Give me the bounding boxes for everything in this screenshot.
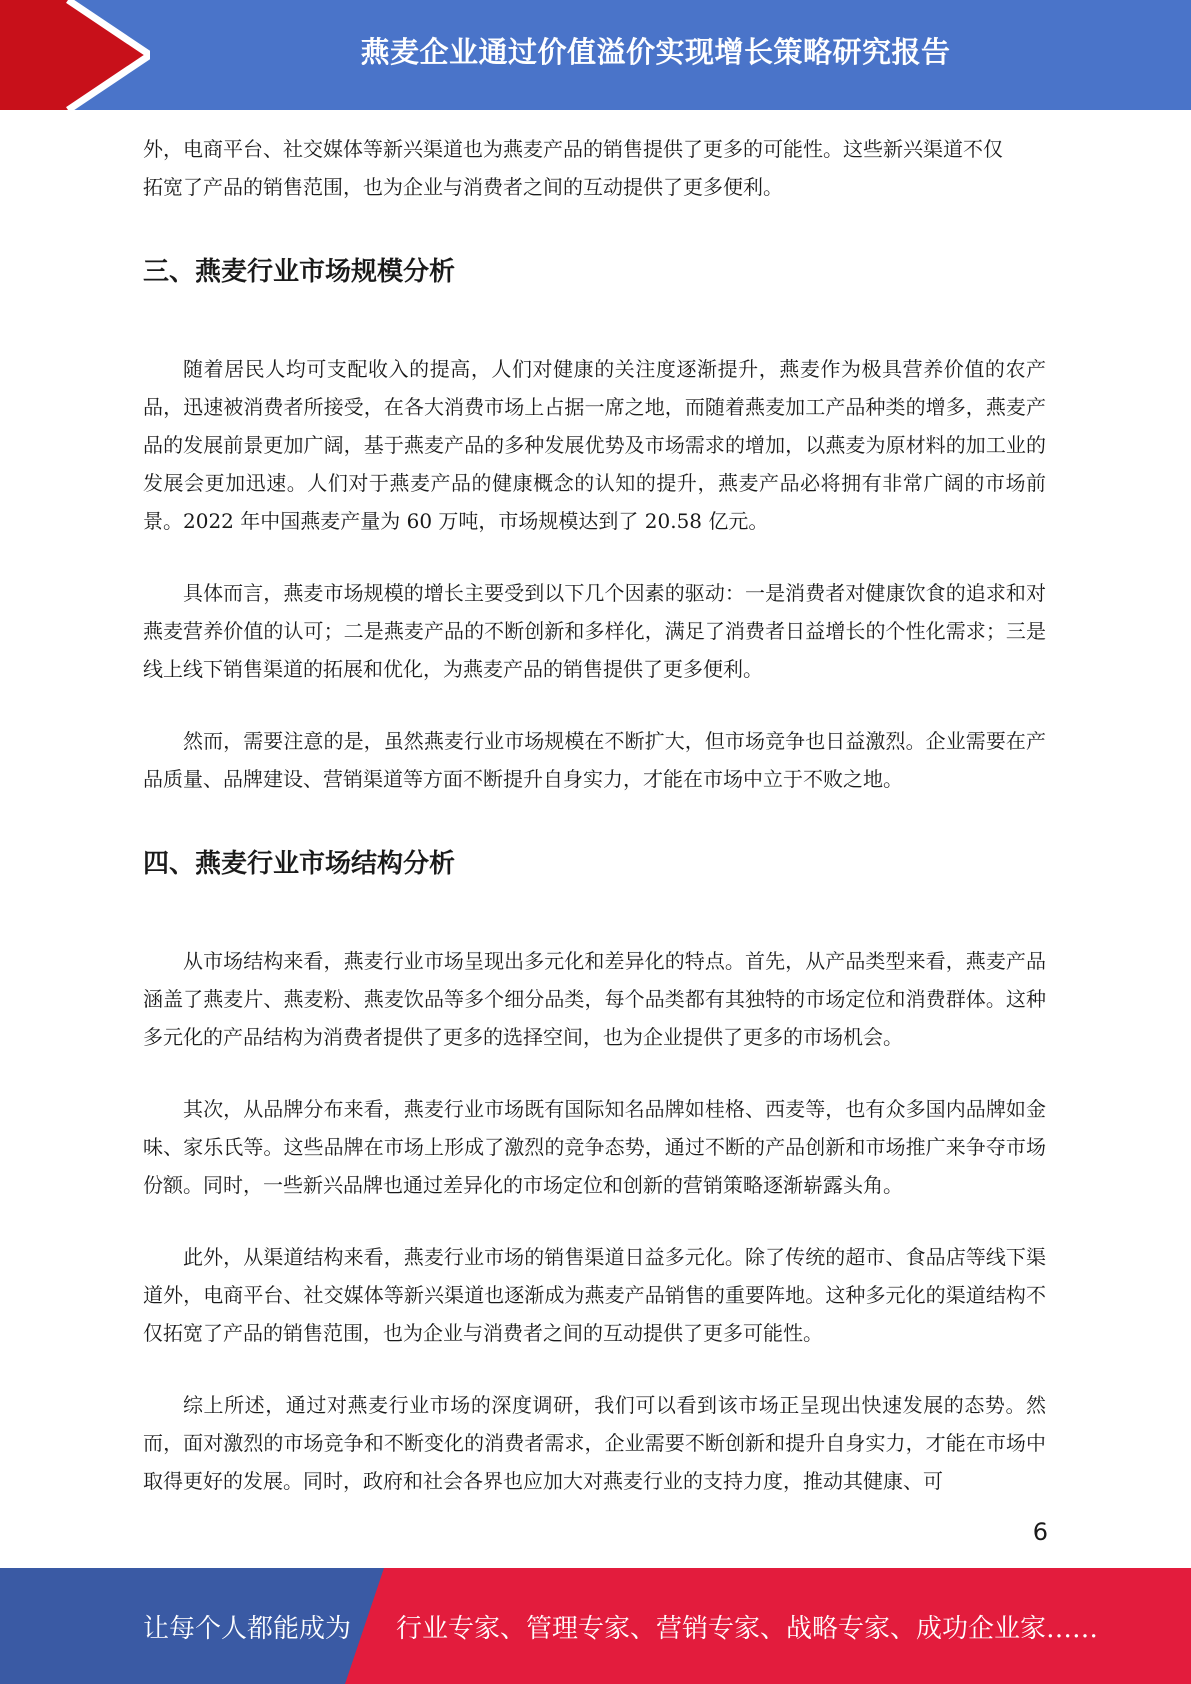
document-body [143, 130, 1046, 1500]
section-3-heading: 三、燕麦行业市场规模分析 [143, 257, 456, 287]
intro-line-2: 拓宽了产品的销售范围，也为企业与消费者之间的互动提供了更多便利。 [143, 175, 783, 199]
footer-slogan-right: 行业专家、管理专家、营销专家、战略专家、成功企业家…… [396, 1613, 1099, 1644]
section-4-paragraph-2: 其次，从品牌分布来看，燕麦行业市场既有国际知名品牌如桂格、西麦等，也有众多国内品牌如金味、家乐氏等。这些品牌在市场上形成了激烈的竞争态势，通过不断的产品创新和市场推广来争夺市场份额。同时，一些新兴品牌也通过差异化的市场定位和创新的营销策略逐渐崭露头角。 [143, 1097, 1046, 1197]
page-header [0, 0, 1191, 110]
section-3-paragraph-2: 具体而言，燕麦市场规模的增长主要受到以下几个因素的驱动：一是消费者对健康饮食的追求和对燕麦营养价值的认可；二是燕麦产品的不断创新和多样化，满足了消费者日益增长的个性化需求；三是线上线下销售渠道的拓展和优化，为燕麦产品的销售提供了更多便利。 [143, 581, 1046, 681]
intro-line-1: 外，电商平台、社交媒体等新兴渠道也为燕麦产品的销售提供了更多的可能性。这些新兴渠道不仅 [143, 137, 1003, 161]
section-3-paragraph-1: 随着居民人均可支配收入的提高，人们对健康的关注度逐渐提升，燕麦作为极具营养价值的农产品，迅速被消费者所接受，在各大消费市场上占据一席之地，而随着燕麦加工产品种类的增多，燕麦产品的发展前景更加广阔，基于燕麦产品的多种发展优势及市场需求的增加，以燕麦为原材料的加工业的发展会更加迅速。人们对于燕麦产品的健康概念的认知的提升，燕麦产品必将拥有非常广阔的市场前景。2022 年中国燕麦产量为 60 万吨，市场规模达到了 20.58 亿元。 [143, 357, 1046, 533]
section-4-paragraph-4: 综上所述，通过对燕麦行业市场的深度调研，我们可以看到该市场正呈现出快速发展的态势。然而，面对激烈的市场竞争和不断变化的消费者需求，企业需要不断创新和提升自身实力，才能在市场中取得更好的发展。同时，政府和社会各界也应加大对燕麦行业的支持力度，推动其健康、可 [143, 1393, 1046, 1493]
footer-slogan-left: 让每个人都能成为 [143, 1613, 352, 1644]
page-number: 6 [1032, 1518, 1048, 1546]
report-title: 燕麦企业通过价值溢价实现增长策略研究报告 [360, 34, 951, 69]
section-4-paragraph-3: 此外，从渠道结构来看，燕麦行业市场的销售渠道日益多元化。除了传统的超市、食品店等线下渠道外，电商平台、社交媒体等新兴渠道也逐渐成为燕麦产品销售的重要阵地。这种多元化的渠道结构不仅拓宽了产品的销售范围，也为企业与消费者之间的互动提供了更多可能性。 [143, 1245, 1046, 1345]
section-3-paragraph-3: 然而，需要注意的是，虽然燕麦行业市场规模在不断扩大，但市场竞争也日益激烈。企业需要在产品质量、品牌建设、营销渠道等方面不断提升自身实力，才能在市场中立于不败之地。 [143, 729, 1046, 791]
section-4-heading: 四、燕麦行业市场结构分析 [143, 849, 456, 879]
page-footer [0, 1568, 1191, 1684]
header-arrow-decoration [0, 0, 150, 110]
section-4-paragraph-1: 从市场结构来看，燕麦行业市场呈现出多元化和差异化的特点。首先，从产品类型来看，燕麦产品涵盖了燕麦片、燕麦粉、燕麦饮品等多个细分品类，每个品类都有其独特的市场定位和消费群体。这种多元化的产品结构为消费者提供了更多的选择空间，也为企业提供了更多的市场机会。 [143, 949, 1046, 1049]
